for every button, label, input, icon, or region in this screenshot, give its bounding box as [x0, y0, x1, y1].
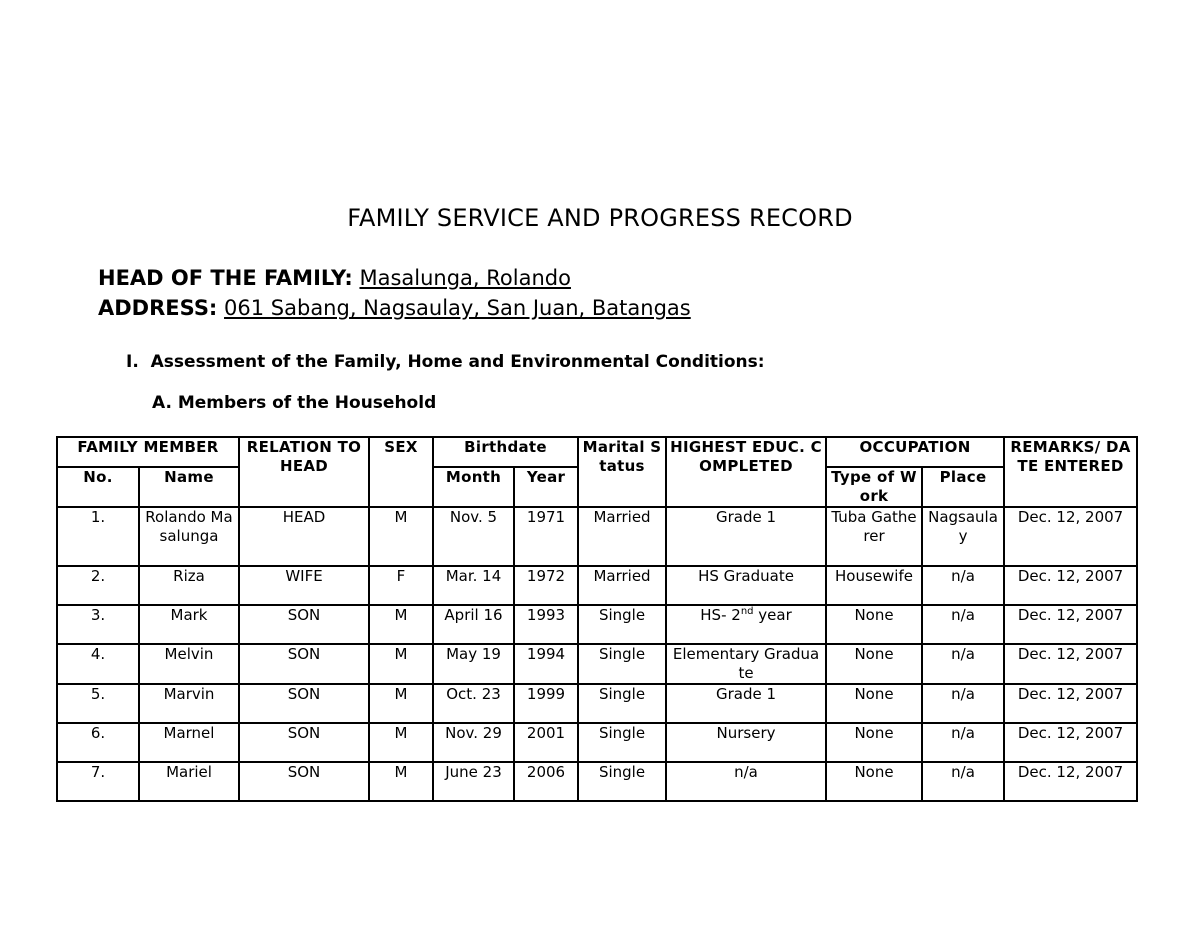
cell-name: Riza: [139, 566, 239, 605]
header-month: Month: [433, 467, 514, 507]
header-no: No.: [57, 467, 139, 507]
table-row: [57, 684, 1137, 723]
cell-year: 1993: [514, 605, 578, 644]
header-marital: Marital Status: [578, 437, 666, 507]
cell-sex: M: [369, 762, 433, 801]
table-row: [57, 507, 1137, 566]
cell-remarks: Dec. 12, 2007: [1004, 507, 1137, 566]
cell-work: Housewife: [826, 566, 922, 605]
header-family-member: FAMILY MEMBER: [57, 437, 239, 467]
cell-no: 3.: [57, 605, 139, 644]
header-type-of-work: Type of Work: [826, 467, 922, 507]
cell-relation: WIFE: [239, 566, 369, 605]
cell-marital: Single: [578, 644, 666, 684]
cell-education: Grade 1: [666, 684, 826, 723]
cell-education: [666, 605, 826, 644]
cell-education: Nursery: [666, 723, 826, 762]
cell-name: Mark: [139, 605, 239, 644]
cell-place: n/a: [922, 762, 1004, 801]
cell-place: n/a: [922, 566, 1004, 605]
header-birthdate: Birthdate: [433, 437, 578, 467]
section-number: I.: [126, 352, 139, 372]
cell-sex: F: [369, 566, 433, 605]
cell-sex: M: [369, 605, 433, 644]
table-row: [57, 644, 1137, 684]
cell-month: Oct. 23: [433, 684, 514, 723]
cell-month: May 19: [433, 644, 514, 684]
cell-month: Mar. 14: [433, 566, 514, 605]
cell-education: Grade 1: [666, 507, 826, 566]
table-row: [57, 566, 1137, 605]
cell-month: Nov. 29: [433, 723, 514, 762]
cell-marital: Single: [578, 684, 666, 723]
table-row: [57, 605, 1137, 644]
cell-work: None: [826, 684, 922, 723]
cell-sex: M: [369, 684, 433, 723]
section-title: Assessment of the Family, Home and Environmental Conditions:: [150, 352, 765, 372]
header-relation: RELATION TO HEAD: [239, 437, 369, 507]
cell-marital: Married: [578, 507, 666, 566]
page-title: FAMILY SERVICE AND PROGRESS RECORD: [347, 204, 853, 232]
cell-place: n/a: [922, 723, 1004, 762]
cell-place: n/a: [922, 684, 1004, 723]
cell-sex: M: [369, 723, 433, 762]
cell-name: Melvin: [139, 644, 239, 684]
household-members-table: [56, 436, 1138, 802]
cell-month: June 23: [433, 762, 514, 801]
cell-no: 7.: [57, 762, 139, 801]
cell-relation: HEAD: [239, 507, 369, 566]
cell-remarks: Dec. 12, 2007: [1004, 723, 1137, 762]
cell-place: Nagsaulay: [922, 507, 1004, 566]
cell-remarks: Dec. 12, 2007: [1004, 644, 1137, 684]
cell-work: None: [826, 605, 922, 644]
cell-remarks: Dec. 12, 2007: [1004, 762, 1137, 801]
cell-relation: SON: [239, 762, 369, 801]
header-name: Name: [139, 467, 239, 507]
header-remarks: REMARKS/ DATE ENTERED: [1004, 437, 1137, 507]
cell-work: None: [826, 644, 922, 684]
subsection-heading: A. Members of the Household: [152, 393, 437, 413]
education-text-suffix: year: [753, 606, 792, 624]
cell-education: HS Graduate: [666, 566, 826, 605]
cell-year: 2001: [514, 723, 578, 762]
cell-month: April 16: [433, 605, 514, 644]
cell-education: n/a: [666, 762, 826, 801]
header-year: Year: [514, 467, 578, 507]
cell-remarks: Dec. 12, 2007: [1004, 684, 1137, 723]
address-line: [98, 296, 691, 320]
section-heading: [126, 352, 765, 372]
cell-marital: Single: [578, 605, 666, 644]
cell-year: 1999: [514, 684, 578, 723]
education-text: HS- 2: [700, 606, 741, 624]
cell-work: None: [826, 723, 922, 762]
cell-year: 2006: [514, 762, 578, 801]
cell-relation: SON: [239, 684, 369, 723]
cell-relation: SON: [239, 644, 369, 684]
table-row: [57, 723, 1137, 762]
header-education: HIGHEST EDUC. COMPLETED: [666, 437, 826, 507]
cell-no: 4.: [57, 644, 139, 684]
cell-sex: M: [369, 644, 433, 684]
cell-marital: Single: [578, 723, 666, 762]
cell-no: 2.: [57, 566, 139, 605]
table-row: [57, 762, 1137, 801]
cell-year: 1971: [514, 507, 578, 566]
cell-year: 1972: [514, 566, 578, 605]
cell-no: 6.: [57, 723, 139, 762]
header-occupation: OCCUPATION: [826, 437, 1004, 467]
cell-no: 5.: [57, 684, 139, 723]
address-value: 061 Sabang, Nagsaulay, San Juan, Batangas: [224, 296, 691, 320]
cell-no: 1.: [57, 507, 139, 566]
cell-work: Tuba Gatherer: [826, 507, 922, 566]
head-of-family-line: [98, 266, 571, 290]
cell-name: Rolando Masalunga: [139, 507, 239, 566]
cell-name: Marnel: [139, 723, 239, 762]
education-superscript: nd: [740, 606, 754, 617]
header-place: Place: [922, 467, 1004, 507]
cell-place: n/a: [922, 644, 1004, 684]
head-of-family-label: HEAD OF THE FAMILY:: [98, 266, 353, 290]
head-of-family-value: Masalunga, Rolando: [359, 266, 571, 290]
cell-marital: Single: [578, 762, 666, 801]
cell-name: Marvin: [139, 684, 239, 723]
cell-place: n/a: [922, 605, 1004, 644]
header-sex: SEX: [369, 437, 433, 507]
address-label: ADDRESS:: [98, 296, 218, 320]
cell-education: Elementary Graduate: [666, 644, 826, 684]
cell-year: 1994: [514, 644, 578, 684]
cell-marital: Married: [578, 566, 666, 605]
cell-remarks: Dec. 12, 2007: [1004, 566, 1137, 605]
cell-relation: SON: [239, 723, 369, 762]
cell-name: Mariel: [139, 762, 239, 801]
cell-remarks: Dec. 12, 2007: [1004, 605, 1137, 644]
cell-month: Nov. 5: [433, 507, 514, 566]
cell-work: None: [826, 762, 922, 801]
cell-relation: SON: [239, 605, 369, 644]
cell-sex: M: [369, 507, 433, 566]
